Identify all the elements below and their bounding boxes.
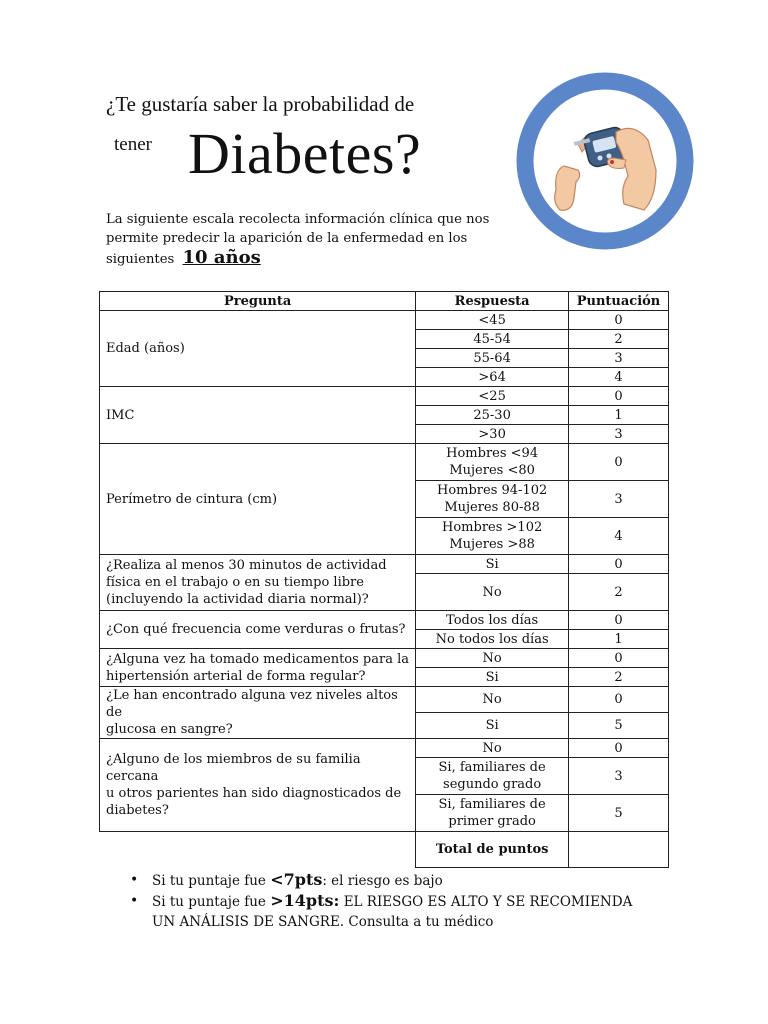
note-high-risk (128, 891, 648, 932)
score-cell: 0 (569, 387, 669, 406)
question-line: física en el trabajo o en su tiempo libre (106, 575, 364, 590)
empty-cell (100, 832, 416, 868)
table-row (100, 311, 669, 330)
question-line: ¿Le han encontrado alguna vez niveles altos de (106, 688, 398, 720)
answer-cell: 55-64 (416, 349, 569, 368)
answer-cell: No (416, 574, 569, 611)
score-cell: 5 (569, 795, 669, 832)
table-row (100, 687, 669, 713)
score-cell: 2 (569, 668, 669, 687)
question-cell (100, 649, 416, 687)
table-row (100, 387, 669, 406)
risk-score-table (99, 291, 669, 868)
answer-line: Hombres >102 (442, 520, 543, 535)
score-cell: 0 (569, 444, 669, 481)
question-cell: Edad (años) (100, 311, 416, 387)
answer-cell: 25-30 (416, 406, 569, 425)
title-tener: tener (114, 134, 152, 155)
header-pregunta: Pregunta (100, 292, 416, 311)
question-line: glucosa en sangre? (106, 722, 233, 737)
note-prefix: Si tu puntaje fue (152, 873, 266, 889)
intro-years: 10 años (182, 247, 261, 268)
score-cell: 2 (569, 574, 669, 611)
answer-line: Si, familiares de (438, 760, 546, 775)
question-cell: ¿Con qué frecuencia come verduras o frutas? (100, 611, 416, 649)
glucose-meter-hands-icon (516, 70, 694, 252)
score-cell: 3 (569, 758, 669, 795)
question-line: ¿Realiza al menos 30 minutos de actividad (106, 558, 387, 573)
answer-cell (416, 481, 569, 518)
score-cell: 3 (569, 349, 669, 368)
answer-cell: No todos los días (416, 630, 569, 649)
answer-cell: Si (416, 668, 569, 687)
question-line: hipertensión arterial de forma regular? (106, 668, 366, 684)
note-threshold: >14pts: (270, 891, 340, 910)
total-row (100, 832, 669, 868)
answer-line: segundo grado (443, 777, 542, 792)
answer-line: Si, familiares de (438, 797, 546, 812)
score-notes (128, 870, 648, 932)
question-line: ¿Alguna vez ha tomado medicamentos para la (106, 651, 410, 667)
question-cell: Perímetro de cintura (cm) (100, 444, 416, 555)
table-row (100, 649, 669, 668)
score-cell: 0 (569, 611, 669, 630)
note-low-risk (128, 870, 648, 891)
intro-text: La siguiente escala recolecta información clínica que nos permite predecir la aparición de la enfermedad en los siguientes (106, 212, 490, 267)
total-value-cell[interactable] (569, 832, 669, 868)
answer-cell (416, 795, 569, 832)
note-suffix: EL RIESGO ES ALTO Y SE RECOMIENDA UN ANÁLISIS DE SANGRE. Consulta a tu médico (152, 894, 633, 930)
score-cell: 1 (569, 406, 669, 425)
score-cell: 2 (569, 330, 669, 349)
title-line1: ¿Te gustaría saber la probabilidad de (106, 92, 415, 116)
score-cell: 0 (569, 649, 669, 668)
score-cell: 3 (569, 425, 669, 444)
answer-cell: No (416, 687, 569, 713)
answer-cell (416, 758, 569, 795)
table-header-row (100, 292, 669, 311)
score-cell: 0 (569, 555, 669, 574)
table-row (100, 444, 669, 481)
question-line: ¿Alguno de los miembros de su familia cercana (106, 752, 361, 784)
question-line: u otros parientes han sido diagnosticados de (106, 786, 402, 801)
answer-cell: 45-54 (416, 330, 569, 349)
question-cell: IMC (100, 387, 416, 444)
table-row (100, 611, 669, 630)
note-threshold: <7pts (270, 870, 323, 889)
score-cell: 0 (569, 739, 669, 758)
answer-cell: >64 (416, 368, 569, 387)
answer-cell (416, 518, 569, 555)
score-cell: 3 (569, 481, 669, 518)
question-line: diabetes? (106, 803, 169, 818)
score-cell: 5 (569, 713, 669, 739)
table-row (100, 739, 669, 758)
answer-cell: >30 (416, 425, 569, 444)
answer-line: Mujeres <80 (449, 463, 535, 478)
answer-cell: Si (416, 555, 569, 574)
answer-cell (416, 444, 569, 481)
answer-cell: Todos los días (416, 611, 569, 630)
note-suffix: : el riesgo es bajo (322, 873, 443, 889)
answer-cell: No (416, 739, 569, 758)
score-cell: 4 (569, 368, 669, 387)
answer-line: Mujeres 80-88 (444, 500, 540, 515)
answer-cell: No (416, 649, 569, 668)
table-row (100, 555, 669, 574)
question-line: (incluyendo la actividad diaria normal)? (106, 592, 369, 607)
score-cell: 0 (569, 687, 669, 713)
question-cell (100, 687, 416, 739)
answer-cell: <45 (416, 311, 569, 330)
intro-paragraph (106, 210, 506, 269)
question-cell (100, 739, 416, 832)
score-cell: 0 (569, 311, 669, 330)
question-cell (100, 555, 416, 611)
note-prefix: Si tu puntaje fue (152, 894, 266, 910)
header-puntuacion: Puntuación (569, 292, 669, 311)
score-cell: 4 (569, 518, 669, 555)
answer-cell: Si (416, 713, 569, 739)
score-cell: 1 (569, 630, 669, 649)
answer-line: Hombres <94 (446, 446, 539, 461)
total-label: Total de puntos (416, 832, 569, 868)
page-title: Diabetes? (188, 121, 422, 186)
header-respuesta: Respuesta (416, 292, 569, 311)
answer-line: primer grado (448, 814, 536, 829)
answer-line: Hombres 94-102 (436, 483, 548, 498)
answer-line: Mujeres >88 (449, 537, 535, 552)
answer-cell: <25 (416, 387, 569, 406)
